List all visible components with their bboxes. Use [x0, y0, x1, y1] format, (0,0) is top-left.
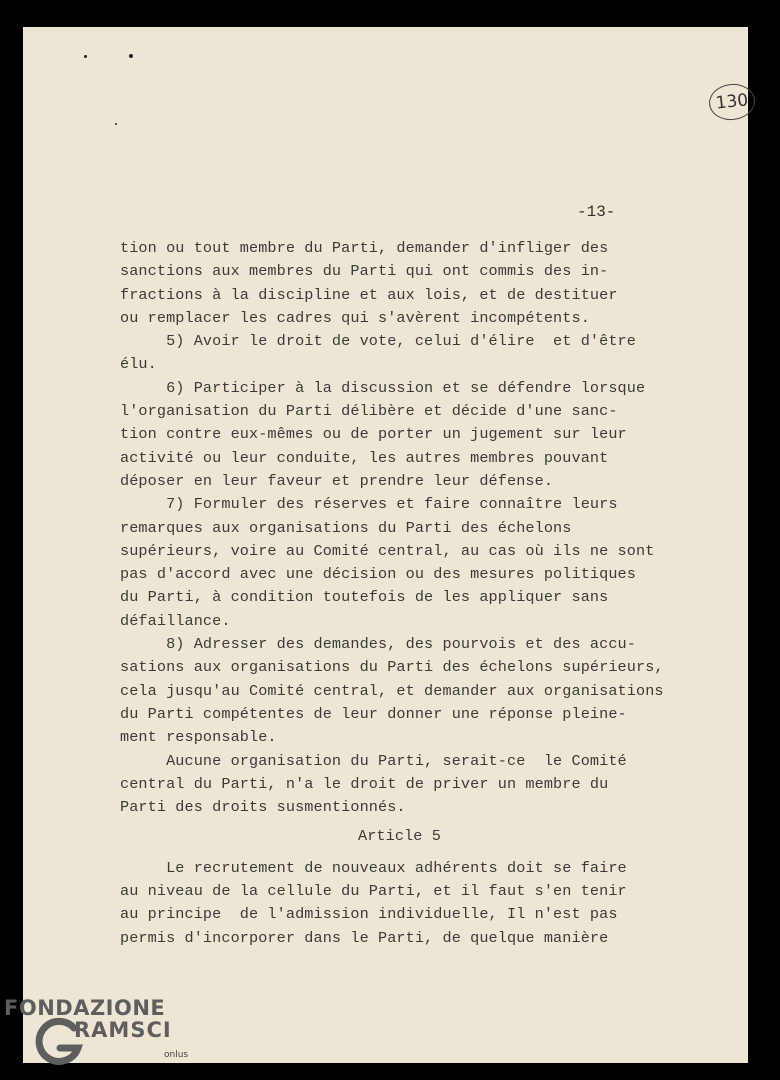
- text-line: ou remplacer les cadres qui s'avèrent incompétents.: [120, 308, 590, 327]
- text-line: tion ou tout membre du Parti, demander d'infliger des: [120, 239, 609, 257]
- text-line: l'organisation du Parti délibère et décide d'une sanc-: [120, 402, 618, 421]
- text-line: Aucune organisation du Parti, serait-ce le Comité: [120, 751, 627, 770]
- text-line: activité ou leur conduite, les autres membres pouvant: [120, 448, 609, 467]
- watermark-suffix: onlus: [164, 1050, 189, 1060]
- text-line: 6) Participer à la discussion et se défendre lorsque: [120, 378, 646, 397]
- text-line: 7) Formuler des réserves et faire connaître leurs: [120, 495, 618, 514]
- fondazione-gramsci-watermark: [4, 996, 204, 1076]
- text-line: défaillance.: [120, 611, 231, 630]
- text-line: sations aux organisations du Parti des échelons supérieurs,: [120, 658, 664, 677]
- text-line: ment responsable.: [120, 728, 277, 747]
- handwritten-folio-number: 130: [707, 82, 757, 123]
- text-line: déposer en leur faveur et prendre leur défense.: [120, 471, 554, 490]
- article-heading: Article 5: [358, 827, 441, 846]
- speck-mark: [115, 123, 117, 125]
- text-line: au principe de l'admission individuelle, Il n'est pas: [120, 905, 618, 924]
- text-line: sanctions aux membres du Parti qui ont commis des in-: [120, 262, 609, 281]
- text-line: du Parti, à condition toutefois de les appliquer sans: [120, 588, 609, 607]
- text-line: central du Parti, n'a le droit de priver un membre du: [120, 774, 609, 793]
- text-line: remarques aux organisations du Parti des échelons: [120, 518, 572, 537]
- text-line: cela jusqu'au Comité central, et demander aux organisations: [120, 681, 664, 700]
- page-number: -13-: [577, 203, 616, 221]
- text-line: élu.: [120, 355, 157, 374]
- speck-mark: [84, 55, 87, 58]
- document-body: [120, 237, 695, 950]
- watermark-line2: RAMSCI: [74, 1018, 172, 1042]
- text-line: au niveau de la cellule du Parti, et il faut s'en tenir: [120, 882, 627, 901]
- watermark-line1: FONDAZIONE: [4, 996, 166, 1020]
- text-line: pas d'accord avec une décision ou des mesures politiques: [120, 565, 636, 584]
- text-line: Parti des droits susmentionnés.: [120, 798, 406, 817]
- text-line: supérieurs, voire au Comité central, au cas où ils ne sont: [120, 541, 655, 560]
- text-line: tion contre eux-mêmes ou de porter un jugement sur leur: [120, 425, 627, 444]
- text-line: permis d'incorporer dans le Parti, de quelque manière: [120, 928, 609, 947]
- text-line: Le recrutement de nouveaux adhérents doit se faire: [120, 858, 627, 877]
- text-line: du Parti compétentes de leur donner une réponse pleine-: [120, 704, 627, 723]
- text-line: fractions à la discipline et aux lois, et de destituer: [120, 285, 618, 304]
- speck-mark: [129, 54, 133, 58]
- text-line: 8) Adresser des demandes, des pourvois et des accu-: [120, 635, 636, 654]
- text-line: 5) Avoir le droit de vote, celui d'élire et d'être: [120, 332, 636, 351]
